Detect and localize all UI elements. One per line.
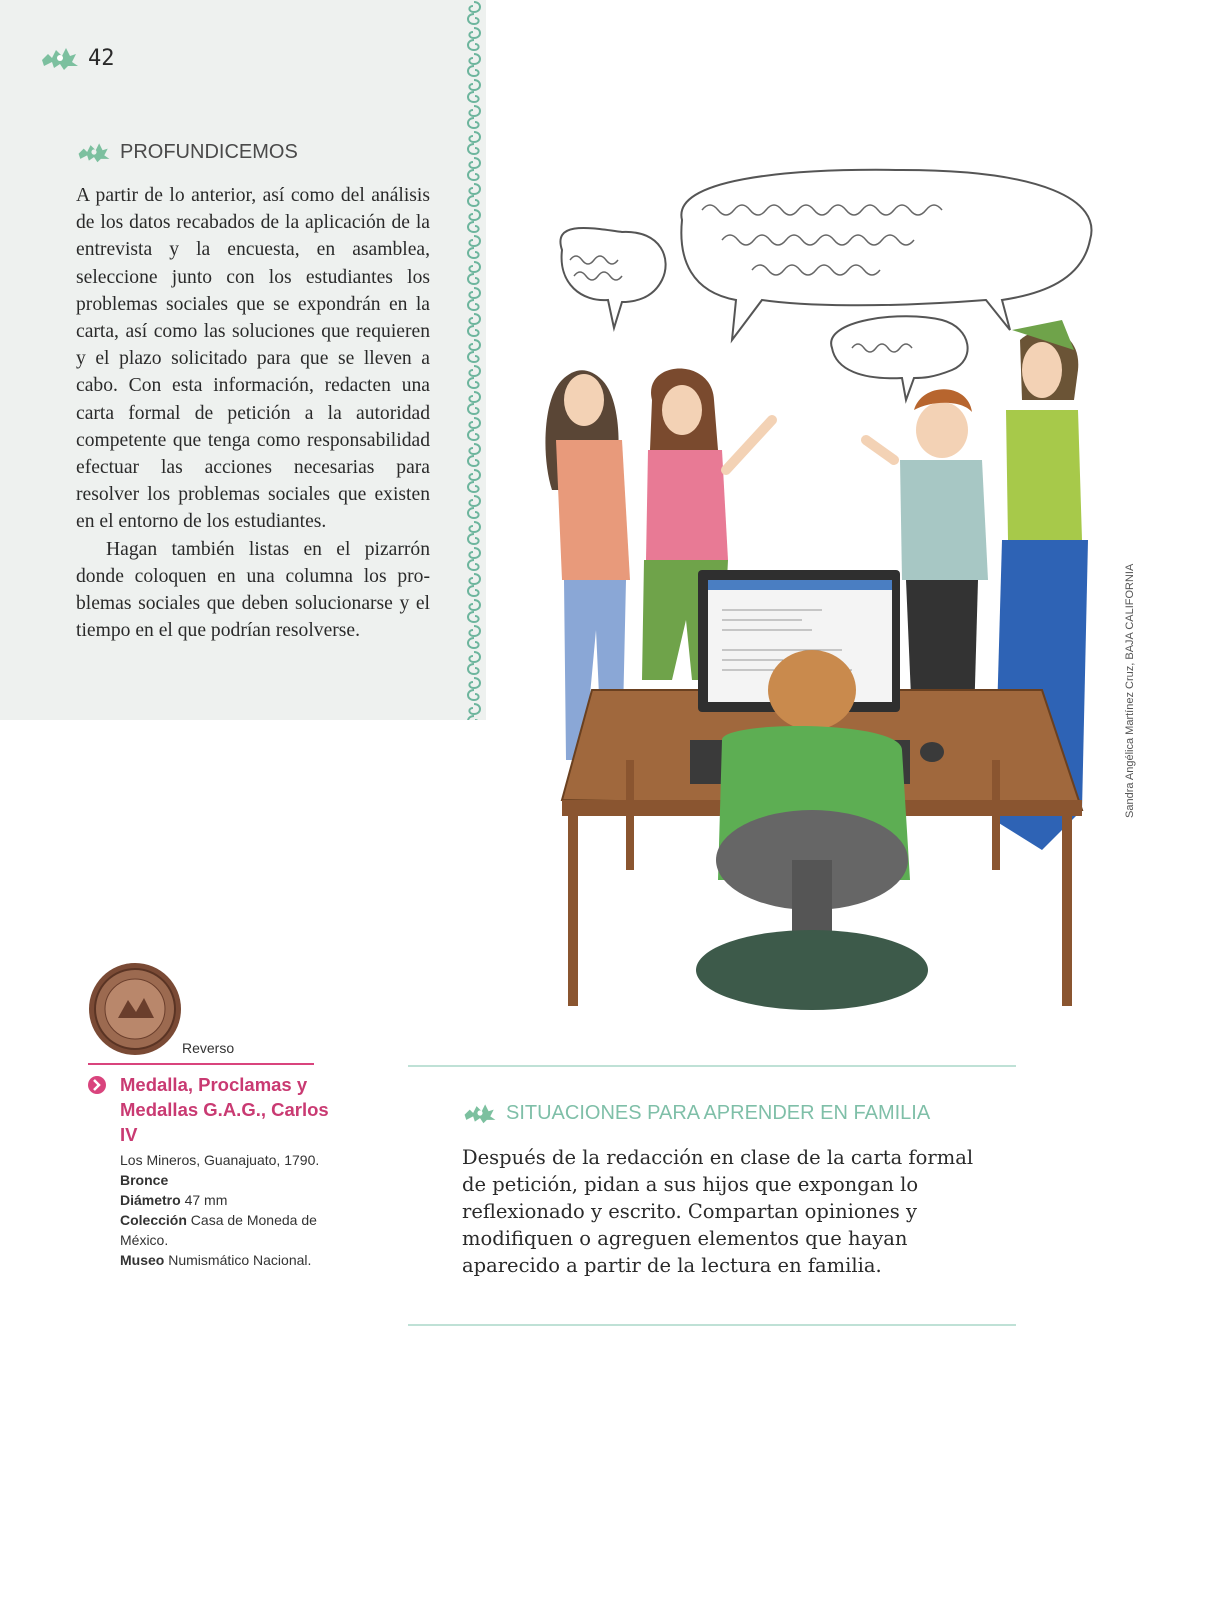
- glyph-icon: [76, 140, 112, 164]
- medal-material: Bronce: [120, 1172, 169, 1188]
- paragraph: A partir de lo anterior, así como del análisis de los datos recabados de la aplicación de la entrevista y la encuesta, en asamblea, seleccione junto con los estudiantes los problemas sociales que se expondrán en la carta, así como las soluciones que requieren y el plazo solicitado para que se lleven a cabo. Con esta información, redacten una carta formal de petición a la autoridad competente que tenga como responsabilidad efectuar las acciones necesarias para resolver los problemas sociales que existen en el entorno de los estudiantes.: [76, 185, 430, 533]
- familia-heading: [462, 1101, 930, 1125]
- medal-caption: Reverso: [182, 1040, 235, 1056]
- glyph-icon: [462, 1101, 498, 1125]
- speech-bubble: [560, 170, 1091, 400]
- chevron-right-icon: [88, 1076, 106, 1094]
- paragraph: Hagan también listas en el pizarrón donde coloquen en una columna los problemas sociales que deben solucionarse y el tiempo en el que podrían resolverse.: [76, 538, 430, 642]
- page-number: [40, 44, 115, 72]
- divider: [408, 1324, 1016, 1326]
- glyph-icon: [40, 44, 80, 72]
- divider: [88, 1063, 314, 1065]
- diameter-label: Diámetro: [120, 1192, 181, 1208]
- medal-origin: Los Mineros, Guanajuato, 1790.: [120, 1152, 320, 1168]
- profundicemos-heading: [76, 140, 298, 164]
- page-number-text: 42: [88, 45, 115, 71]
- profundicemos-body: [76, 182, 430, 644]
- illustration-credit: Sandra Angélica Martínez Cruz, BAJA CALIFORNIA: [1124, 563, 1136, 818]
- medal-info: [120, 1150, 320, 1270]
- familia-text: Después de la redacción en clase de la carta formal de petición, pidan a sus hijos que expongan lo reflexionado y escrito. Compartan opiniones y modifiquen o agreguen elementos que hayan aparecido a partir de la lectura en familia.: [462, 1146, 974, 1277]
- medal-title: Medalla, Proclamas y Medallas G.A.G., Carlos IV: [120, 1074, 329, 1145]
- familia-heading-text: SITUACIONES PARA APRENDER EN FAMILIA: [506, 1101, 931, 1124]
- collection-label: Colección: [120, 1212, 187, 1228]
- medal-image: [88, 962, 182, 1056]
- profundicemos-heading-text: PROFUNDICEMOS: [120, 140, 298, 163]
- museum-value: Numismático Nacional.: [168, 1252, 312, 1268]
- museum-label: Museo: [120, 1252, 165, 1268]
- decorative-border: [462, 0, 486, 720]
- classroom-illustration: [522, 160, 1130, 1038]
- collection-value: Casa de Moneda de México.: [120, 1212, 317, 1248]
- diameter-value: 47 mm: [184, 1192, 228, 1208]
- divider: [408, 1065, 1016, 1067]
